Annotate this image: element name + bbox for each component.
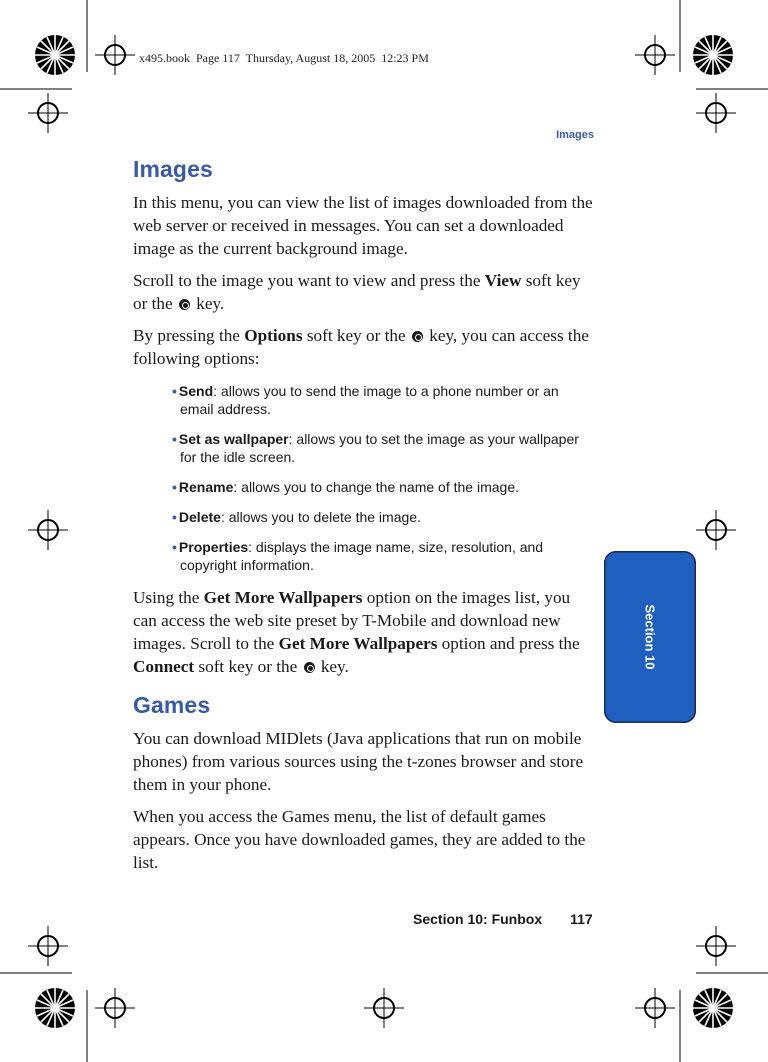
ok-key-icon	[412, 331, 423, 342]
images-options-instruction: By pressing the Options soft key or the key, you can access the following options:	[133, 326, 589, 368]
games-intro: You can download MIDlets (Java applications that run on mobile phones) from various sources using the t-zones browser and store them in your phone.	[133, 729, 584, 794]
games-list-info: When you access the Games menu, the list of default games appears. Once you have downloaded games, they are added to the list.	[133, 807, 586, 872]
bullet-icon: •	[172, 479, 177, 495]
registration-mark-right-middle	[696, 510, 736, 550]
bullet-icon: •	[172, 431, 177, 447]
registration-mark-top-right	[635, 35, 675, 75]
registration-mark-left-upper	[28, 93, 68, 133]
registration-mark-top-left	[95, 35, 135, 75]
registration-mark-left-lower	[28, 926, 68, 966]
star-target-bottom-left	[35, 988, 75, 1028]
list-item: • Rename: allows you to change the name of the image.	[172, 479, 519, 495]
section-tab-label: Section 10	[642, 604, 658, 670]
ok-key-icon	[304, 662, 315, 673]
registration-mark-bottom-right	[635, 988, 675, 1028]
images-intro: In this menu, you can view the list of images downloaded from the web server or received in messages. You can set a downloaded image as the current background image.	[133, 193, 593, 258]
bullet-icon: •	[172, 509, 177, 525]
list-item: • Delete: allows you to delete the image.	[172, 509, 421, 525]
options-list	[133, 382, 593, 574]
registration-mark-right-lower	[696, 926, 736, 966]
star-target-top-right	[693, 35, 733, 75]
get-more-wallpapers-paragraph: Using the Get More Wallpapers option on the images list, you can access the web site preset by T-Mobile and download new images. Scroll to the Get More Wallpapers option and press the Connect soft key or the key.	[133, 588, 580, 676]
page-content	[133, 156, 593, 883]
list-item: • Set as wallpaper: allows you to set the image as your wallpaper for the idle screen.	[172, 431, 579, 465]
images-heading: Images	[133, 156, 213, 182]
images-view-instruction: Scroll to the image you want to view and press the View soft key or the key.	[133, 271, 581, 313]
registration-mark-left-middle	[28, 510, 68, 550]
print-slug: x495.book Page 117 Thursday, August 18, 2005 12:23 PM	[139, 51, 429, 65]
page-footer	[413, 911, 593, 927]
running-header: Images	[556, 129, 594, 141]
list-item: • Properties: displays the image name, size, resolution, and copyright information.	[172, 539, 544, 573]
options-softkey-label: Options	[244, 326, 303, 345]
page-number: 117	[570, 911, 593, 927]
registration-mark-bottom-center	[364, 988, 404, 1028]
footer-section: Section 10: Funbox	[413, 911, 543, 927]
games-heading: Games	[133, 692, 211, 718]
registration-mark-bottom-left	[95, 988, 135, 1028]
ok-key-icon	[179, 299, 190, 310]
star-target-top-left	[35, 35, 75, 75]
list-item: • Send: allows you to send the image to a phone number or an email address.	[172, 383, 559, 417]
star-target-bottom-right	[693, 988, 733, 1028]
section-tab	[604, 551, 696, 723]
registration-mark-right-upper	[696, 93, 736, 133]
view-softkey-label: View	[484, 271, 522, 290]
bullet-icon: •	[172, 383, 177, 399]
bullet-icon: •	[172, 539, 177, 555]
